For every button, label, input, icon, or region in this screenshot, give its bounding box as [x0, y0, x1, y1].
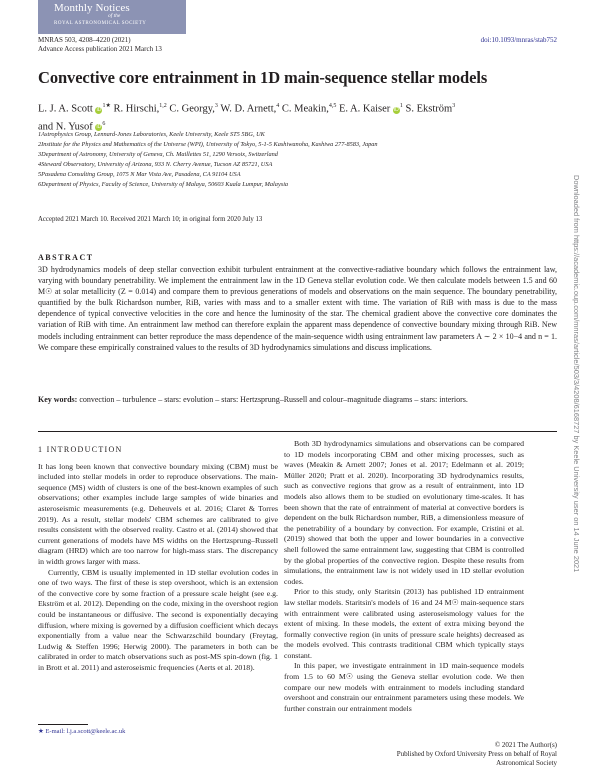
abstract-heading: ABSTRACT [38, 253, 94, 262]
author-name: C. Georgy, [169, 103, 215, 115]
citation: MNRAS 503, 4208–4220 (2021) [38, 36, 131, 44]
email-footnote[interactable]: ★ E-mail: l.j.a.scott@keele.ac.uk [38, 728, 126, 735]
paragraph: Both 3D hydrodynamics simulations and observations can be compared to 1D models incorporating CBM and other mixing processes, such as waves (Meakin & Arnett 2007; Jones et al. 2017; Edelmann et al. 2019; Müller 2020; Pratt et al. 2020). Incorporating 3D hydrodynamics results, such as convective regions that grow as a result of entrainment, into 1D models also allows them to be studied on evolutionary time-scales. It has been shown that the rate of entrainment of material at convective borders is dependent on the bulk Richardson number, RiB, a dimensionless measure of the penetrability of a boundary by convection. For example, Cristini et al. (2019) showed that both the upper and lower boundaries in a convective shell followed the same entrainment law, suggesting that CBM is controlled by the global properties of the convective region. Despite these results from simulations, the entrainment law is not widely used in 1D stellar evolution codes. [284, 439, 524, 586]
abstract-text: 3D hydrodynamics models of deep stellar convection exhibit turbulent entrainment at the convective-radiative boundary which follows the entrainment law, varying with boundary penetrability. We implement the entrainment law in the 1D Geneva stellar evolution code. We then calculate models between 1.5 and 60 M☉ at solar metallicity (Z = 0.014) and compare them to previous generations of models and observations on the main sequence. The boundary penetrability, quantified by the bulk Richardson number, RiB, varies with mass and to a smaller extent with time. The variation of RiB with mass is due to the mass dependence of typical convective velocities in the core and hence the luminosity of the star. The chemical gradient above the convective core dominates the variation of RiB with time. An entrainment law method can therefore explain the apparent mass dependence of convective boundary mixing through RiB. New models including entrainment can better reproduce the mass dependence of the main-sequence width using entrainment law parameters A ∼ 2 × 10−4 and n = 1. We compare these empirically constrained values to the results of 3D hydrodynamics simulations and discuss implications. [38, 265, 557, 352]
author-sup: 1,2 [159, 103, 167, 109]
advance-access: Advance Access publication 2021 March 13 [38, 45, 162, 53]
download-watermark: Downloaded from https://academic.oup.com/mnras/article/503/3/4208/6168727 by Keele University user on 14 June 2021 [572, 175, 581, 573]
paragraph: Prior to this study, only Staritsin (2013) has published 1D entrainment law stellar models. Staritsin's models of 16 and 24 M☉ main-sequence stars with entrainment were calibrated using asteroseismology values for the extent of mixing. In these models, the extent of extra mixing beyond the formally convective region (in units of pressure scale heights) decreased as the models evolved. This contrasts traditional CBM which typically stays constant. [284, 587, 524, 660]
paper-title: Convective core entrainment in 1D main-sequence stellar models [38, 68, 488, 87]
section-heading: 1 INTRODUCTION [38, 445, 123, 454]
footnote-divider [38, 724, 88, 725]
journal-banner-logo [38, 0, 186, 34]
banner-line1: Monthly Notices [54, 2, 130, 14]
keywords-text: convection – turbulence – stars: evolution – stars: Hertzsprung–Russell and colour–magnitude diagrams – stars: interiors. [77, 395, 468, 404]
banner-line3: ROYAL ASTRONOMICAL SOCIETY [54, 21, 147, 26]
copyright [380, 741, 557, 768]
paragraph: Currently, CBM is usually implemented in 1D stellar evolution codes in one of two ways. The first of these is step overshoot, which is an extension of the convective core by some fraction of a pressure scale height (see e.g. Ekström et al. 2012). Depending on the code, mixing in the overshoot region could be instantaneous or diffusive. The second is exponentially decaying diffusion, where mixing is governed by a diffusion coefficient which decays exponentially from a value near the Schwarzschild boundary (Freytag, Ludwig & Steffen 1996; Herwig 2000). The parameters in both can be calibrated in order to match observations such as post-MS spin-down (fig. 1 in Brott et al. 2011) and asteroseismic frequencies (Aerts et al. 2018). [38, 567, 278, 672]
author-sup: 6 [102, 120, 106, 127]
author-sup: 3 [452, 103, 456, 109]
affiliation: 2Institute for the Physics and Mathematics of the Universe (WPI), University of Tokyo, 5-1-5 Kashiwanoha, Kashiwa 277-8583, Japan [38, 141, 378, 148]
orcid-icon[interactable]: iD [96, 124, 102, 130]
paragraph: In this paper, we investigate entrainment in 1D main-sequence models from 1.5 to 60 M☉ using the Geneva stellar evolution code. We then compare our new models with entrainment to models including standard overshoot and constrain our entrainment parameters using these models. We further constrain our entrainment models [284, 661, 524, 713]
affiliation: 3Department of Astronomy, University of Geneva, Ch. Maillettes 51, 1290 Versoix, Switzerland [38, 151, 278, 158]
copyright-line: © 2021 The Author(s) [494, 741, 557, 749]
dates-line: Accepted 2021 March 10. Received 2021 March 10; in original form 2020 July 13 [38, 216, 263, 223]
author-sup: 4,5 [328, 103, 337, 109]
keywords [38, 394, 557, 405]
author-sup: 3 [214, 103, 218, 109]
affiliation: 5Pasadena Consulting Group, 1075 N Mar Vista Ave, Pasadena, CA 91104 USA [38, 171, 241, 178]
paragraph: It has long been known that convective boundary mixing (CBM) must be included into stellar models in order to reproduce observations. The main-sequence (MS) width of clusters is one of the best-known examples of such observations; other examples include large samples of wide binaries and asteroseismic measurements (e.g. Deheuvels et al. 2016; Claret & Torres 2019). As a result, stellar models' CBM schemes are calibrated to give results consistent with the observed reality. Castro et al. (2014) showed that current generations of models have MS widths on the Hertzsprung–Russell diagram (HRD) which are too narrow for high-mass stars. The discrepancy in width grows larger with mass. [38, 461, 278, 566]
affiliation: 1Astrophysics Group, Lennard-Jones Laboratories, Keele University, Keele ST5 5BG, UK [38, 131, 265, 138]
affiliation: 4Steward Observatory, University of Arizona, 933 N. Cherry Avenue, Tucson AZ 85721, USA [38, 161, 273, 168]
affiliation: 6Department of Physics, Faculty of Science, University of Malaya, 50603 Kuala Lumpur, Malaysia [38, 181, 289, 188]
author-name: W. D. Arnett, [220, 103, 277, 115]
author-name: S. Ekström [405, 103, 453, 115]
author-sup: 1 [399, 103, 403, 109]
divider [38, 431, 557, 432]
author-sup: 4 [276, 103, 280, 109]
author-name: C. Meakin, [281, 103, 329, 115]
orcid-icon[interactable]: iD [96, 106, 102, 113]
author-list [38, 99, 455, 134]
author-name: L. J. A. Scott [38, 103, 93, 115]
right-column [284, 439, 524, 714]
author-name: R. Hirschi, [113, 103, 160, 115]
copyright-line: Published by Oxford University Press on behalf of Royal Astronomical Society [396, 750, 557, 767]
keywords-label: Key words: [38, 395, 78, 404]
author-name: E. A. Kaiser [338, 103, 391, 115]
author-sup: 1★ [102, 103, 111, 109]
author-name: and N. Yusof [38, 121, 93, 132]
orcid-icon[interactable]: iD [394, 106, 399, 113]
banner-line2: of the [108, 13, 121, 19]
doi-link[interactable]: doi:10.1093/mnras/stab752 [480, 36, 557, 44]
left-column [38, 439, 278, 673]
